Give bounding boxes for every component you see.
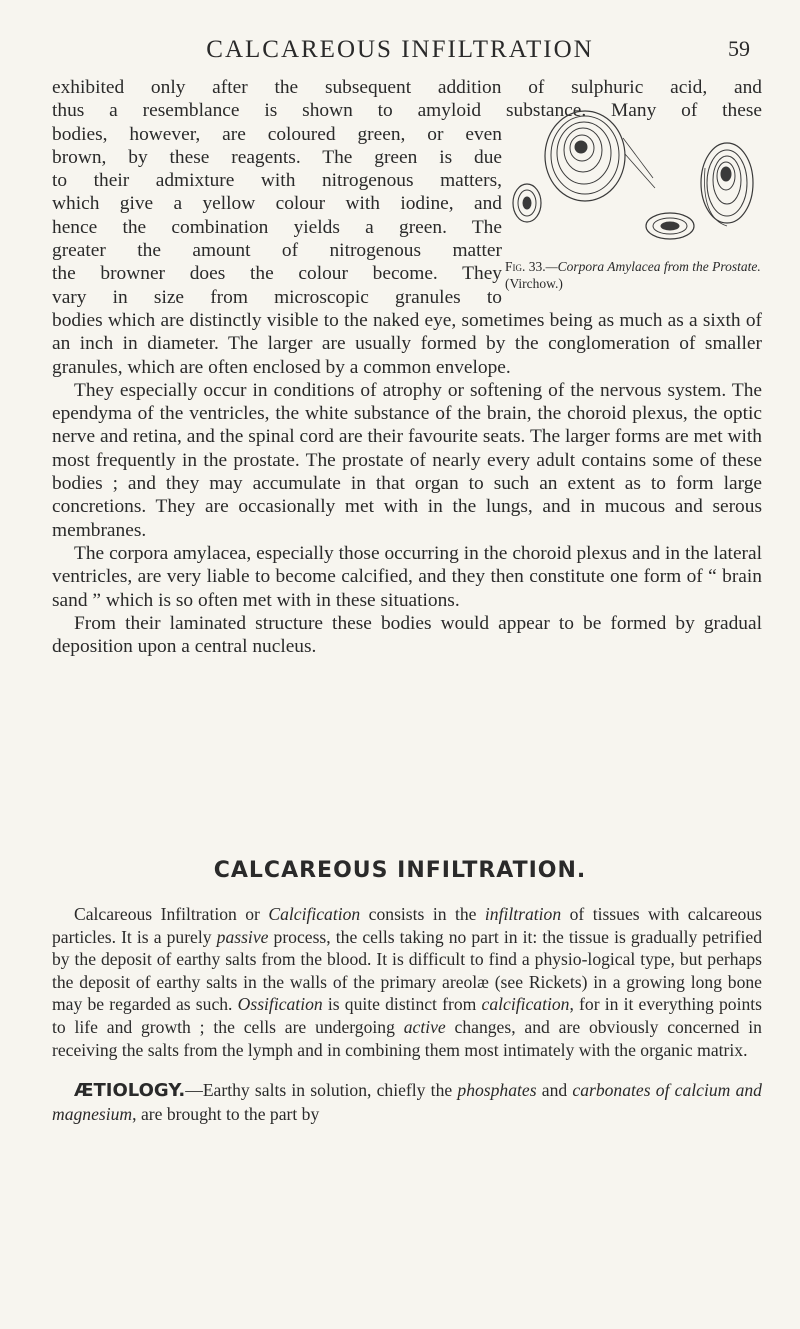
italic-term: Ossification (237, 994, 323, 1015)
italic-term: infiltration (484, 904, 562, 924)
page-number: 59 (728, 36, 750, 61)
running-head (0, 32, 800, 68)
text-line: brown, by these reagents. The green is due (52, 146, 502, 168)
paragraph-locations: They especially occur in conditions of atrophy or softening of the nervous system. The ependyma of the ventricles, the white substance of the brain, the choroid plexus, the optic nerve and retina, and the spinal cord are their favourite seats. The larger forms are met with most frequently in the prostate. The prostate of nearly every adult contains some of these bodies ; and they may accumulate in that organ to such an extent as to form large concretions. They are occasionally met with in the lungs, and in mucous and serous membranes. (52, 379, 762, 541)
figure-corpora-amylacea (505, 108, 767, 318)
paragraph-structure: From their laminated structure these bodies would appear to be formed by gradual deposition upon a central nucleus. (52, 612, 762, 658)
text-line: to their admixture with nitrogenous matters, (52, 170, 502, 192)
text-run: Calcareous Infiltration or (74, 904, 269, 924)
italic-term: passive (216, 926, 269, 947)
figure-label: Fig. 33. (505, 259, 546, 274)
wrapped-text (52, 123, 502, 309)
corpora-amylacea-illustration (505, 108, 767, 258)
text-line: which give a yellow colour with iodine, and (52, 193, 502, 215)
text-line: thus a resemblance is shown to amyloid substance. Many of these (52, 100, 762, 122)
italic-term: active (403, 1016, 446, 1037)
paragraph-definition (52, 903, 762, 1061)
aetiology-heading: ÆTIOLOGY. (74, 1080, 186, 1102)
italic-term: Calcification (268, 904, 361, 924)
text-run: and (536, 1080, 573, 1101)
text-line: the browner does the colour become. They (52, 263, 502, 285)
text-run: —Earthy salts in solution, chiefly the (185, 1080, 458, 1101)
text-line: exhibited only after the subsequent addition of sulphuric acid, and (52, 77, 762, 98)
text-run: is quite distinct from (322, 994, 482, 1015)
text-line: bodies, however, are coloured green, or even (52, 123, 502, 145)
text-run: , are brought to the part by (132, 1103, 320, 1124)
figure-credit: (Virchow.) (505, 276, 563, 291)
text-line: hence the combination yields a green. The (52, 216, 502, 238)
figure-title: —Corpora Amylacea from the Prostate. (545, 259, 761, 274)
figure-caption (505, 258, 767, 292)
text-line: vary in size from microscopic granules to (52, 286, 502, 308)
text-run: process, the cells taking no part in it: the tissue is gradually petrified by the deposit of earthy salts from the blood. It is difficult to find a physio-logical type, but perhaps the deposit of earthy salts in the walls of the primary areolæ (see Rickets) in a growing long bone may be regarded as such. (52, 926, 762, 1015)
text-line: greater the amount of nitrogenous matter (52, 240, 502, 262)
text-run: of tissues with calcareous particles. It is a purely (52, 904, 762, 947)
text-run: , for in it everything points to life and growth ; the cells are undergoing (52, 994, 762, 1037)
paragraph-text: bodies which are distinctly visible to the naked eye, sometimes being as much as a sixth of an inch in diameter. The larger are usually formed by the conglomeration of smaller granules, which are often enclosed by a common envelope. (52, 309, 762, 378)
text-run: changes, and are obviously concerned in receiving the salts from the lymph and in combining them most intimately with the organic matrix. (52, 1016, 762, 1060)
italic-term: carbonates of calcium and magnesium (52, 1080, 762, 1124)
section-heading: CALCAREOUS INFILTRATION. (213, 858, 587, 883)
italic-term: calcification (481, 994, 570, 1015)
running-title: CALCAREOUS INFILTRATION (206, 36, 594, 63)
section-calcareous-infiltration (52, 903, 762, 1125)
italic-term: phosphates (457, 1080, 537, 1101)
paragraph-aetiology (52, 1079, 762, 1125)
paragraph-brain-sand: The corpora amylacea, especially those occurring in the choroid plexus and in the lateral ventricles, are very liable to become calcified, and they then constitute one form of “ brain sand ” which is so often met with in these situations. (52, 542, 762, 611)
text-run: consists in the (360, 904, 485, 924)
